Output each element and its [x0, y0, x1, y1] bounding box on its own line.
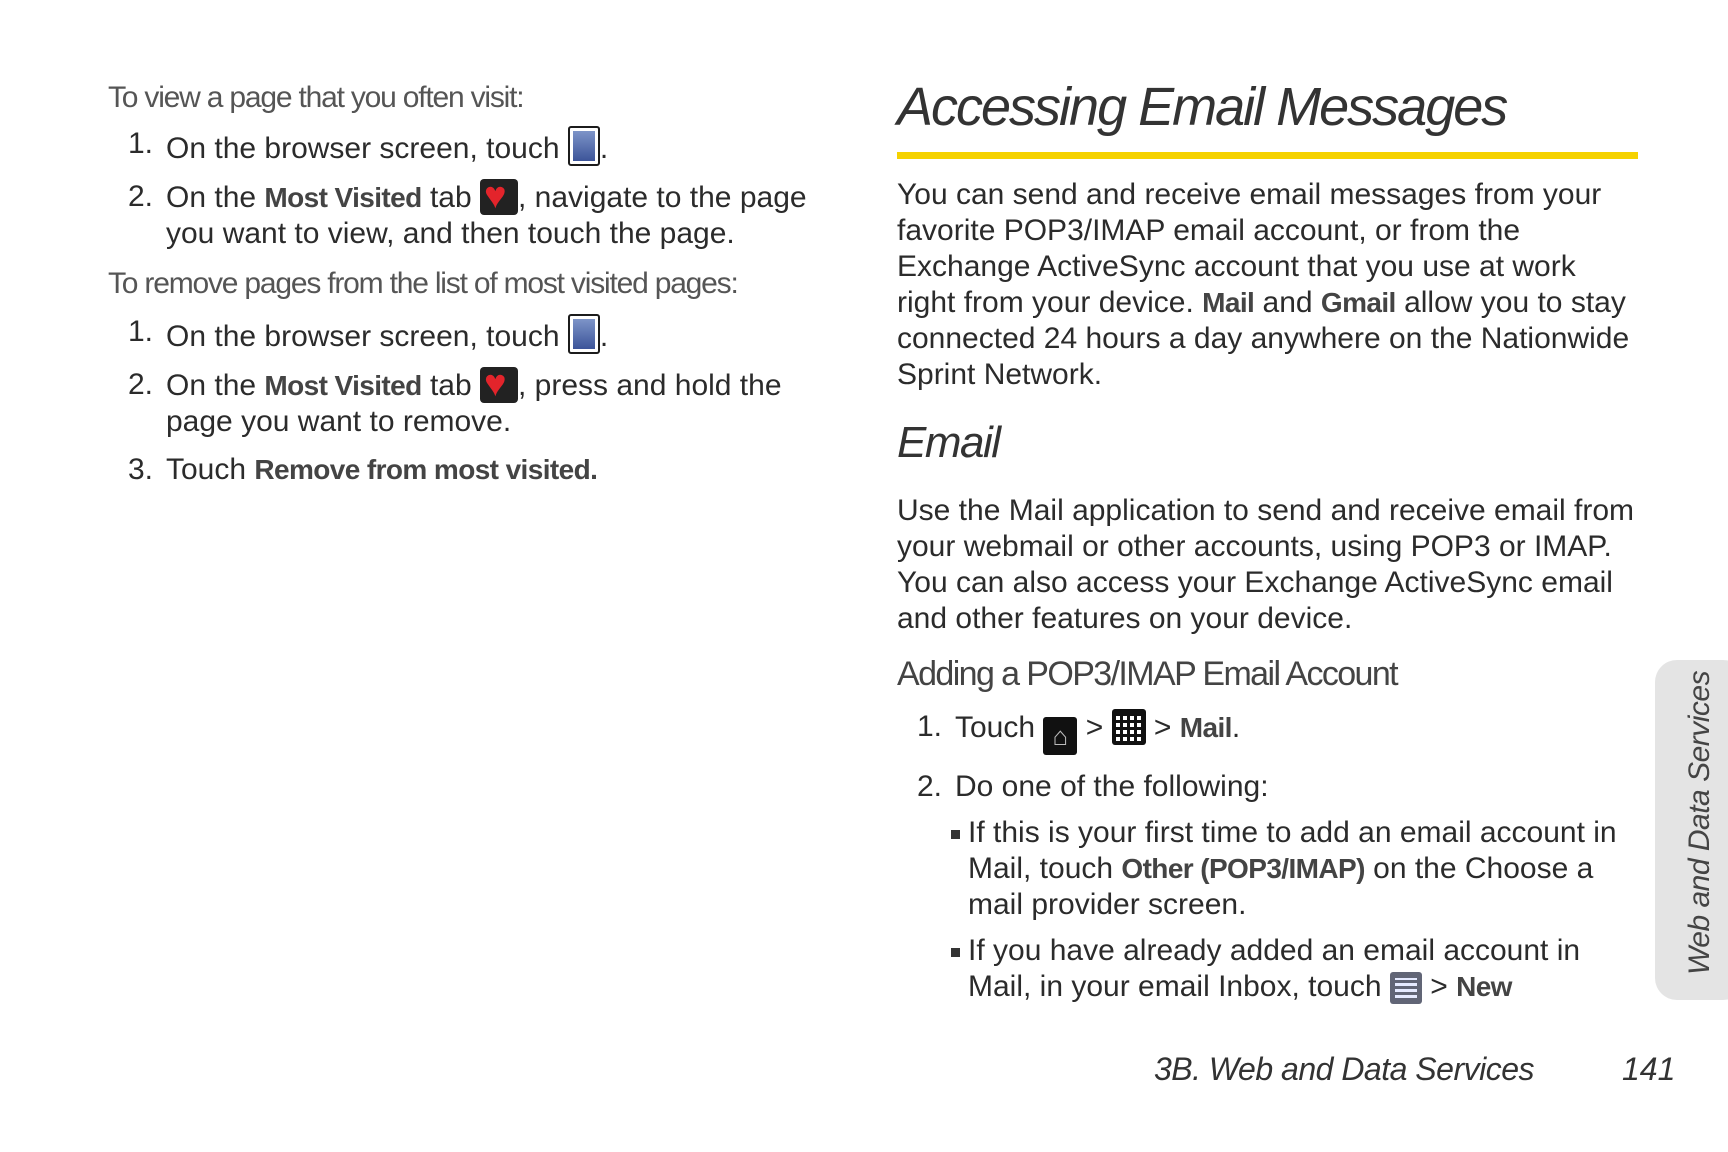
list-item: 1. Touch ⌂ > > Mail.: [897, 709, 1639, 755]
list-item: 2. Do one of the following:: [917, 770, 1269, 803]
list-item: 2. On the Most Visited tab ♥, press and hold the page you want to remove.: [108, 367, 828, 440]
intro-paragraph: You can send and receive email messages from your favorite POP3/IMAP email account, or from the Exchange ActiveSync account that you use at work right from your device. Mail and Gmail allow you to stay connected 24 hours a day anywhere on the Nationwide Sprint Network.: [897, 178, 1630, 391]
list-item: 1. On the browser screen, touch .: [128, 315, 609, 353]
intro-view-page: To view a page that you often visit:: [108, 81, 524, 114]
remove-pages-steps: [108, 314, 828, 488]
options-list: [897, 815, 1639, 1005]
list-item: If this is your first time to add an email account in Mail, touch Other (POP3/IMAP) on the Choose a mail provider screen.: [897, 815, 1639, 923]
most-visited-label: Most Visited: [264, 370, 422, 401]
applications-grid-icon: [1112, 709, 1146, 745]
list-item: 3. Touch Remove from most visited.: [128, 453, 598, 486]
list-item: If you have already added an email account in Mail, in your email Inbox, touch > New: [897, 933, 1639, 1005]
most-visited-label: Most Visited: [264, 182, 422, 213]
footer-section: 3B. Web and Data Services: [1154, 1051, 1534, 1087]
add-account-steps: [897, 709, 1639, 805]
page-title: Accessing Email Messages: [897, 77, 1507, 137]
email-paragraph: Use the Mail application to send and receive email from your webmail or other accounts, using POP3 or IMAP. You can also access your Exchange ActiveSync email and other features on your device.: [897, 494, 1635, 635]
right-column: [897, 72, 1639, 1005]
title-rule: [897, 152, 1638, 159]
home-icon: ⌂: [1043, 717, 1077, 755]
page-number: 141: [1622, 1051, 1676, 1087]
most-visited-heart-icon: [480, 179, 518, 215]
left-column: [108, 78, 828, 488]
bookmarks-icon: [568, 314, 600, 354]
bullet-marker: [951, 948, 960, 957]
bookmarks-icon: [568, 126, 600, 166]
subsection-heading: Adding a POP3/IMAP Email Account: [897, 655, 1398, 693]
list-item: 1. On the browser screen, touch .: [128, 127, 609, 165]
side-tab-label: Web and Data Services: [1683, 670, 1716, 975]
remove-from-most-visited-label: Remove from most visited.: [254, 454, 598, 485]
list-item: 2. On the Most Visited tab ♥, navigate to the page you want to view, and then touch the page.: [108, 179, 828, 252]
menu-icon: [1390, 972, 1422, 1004]
view-page-steps: [108, 126, 828, 252]
intro-remove-pages: To remove pages from the list of most visited pages:: [108, 267, 738, 300]
most-visited-heart-icon: [480, 367, 518, 403]
section-heading-email: Email: [897, 418, 1000, 467]
bullet-marker: [951, 830, 960, 839]
